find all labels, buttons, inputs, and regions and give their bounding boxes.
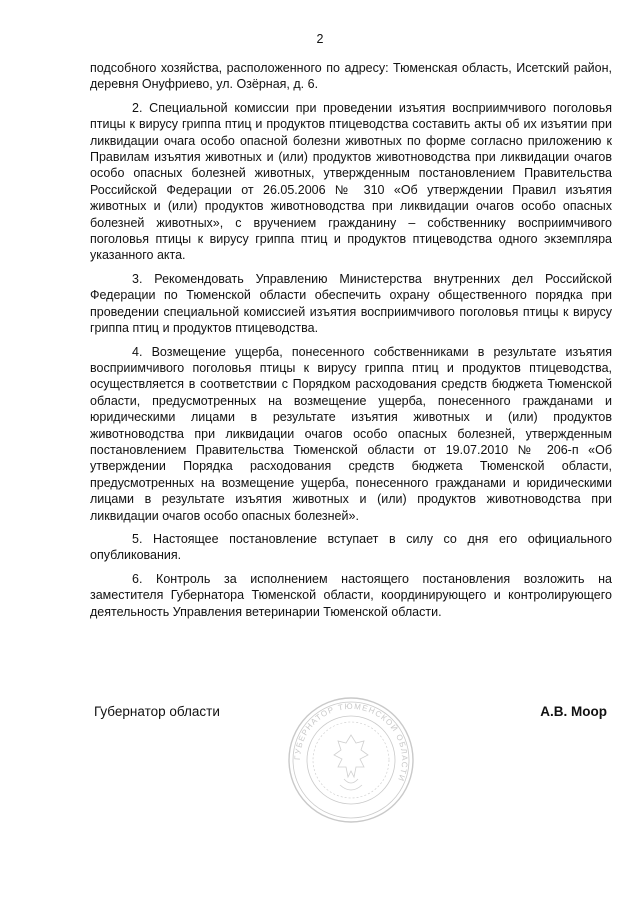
official-seal [286, 695, 416, 825]
paragraph-item-6: 6. Контроль за исполнением настоящего постановления возложить на заместителя Губернатора Тюменской области, координирующего и контролирующего деятельность Управления ветеринарии Тюменской области. [90, 571, 612, 619]
document-body [90, 60, 612, 627]
signatory-title: Губернатор области [94, 704, 220, 719]
paragraph-item-4: 4. Возмещение ущерба, понесенного собственниками в результате изъятия восприимчивого поголовья птицы к вирусу гриппа птиц и продуктов птицеводства, осуществляется в соответствии с Порядком расходования средств бюджета Тюменской области, предусмотренных на возмещение ущерба, понесенного гражданами и юридическими лицами в результате изъятия животных и (или) продуктов животноводства при ликвидации очагов особо опасных болезней, утвержденным постановлением Правительства Тюменской области от 19.07.2010 № 206-п «Об утверждении Порядка расходования средств бюджета Тюменской области, предусмотренных на возмещение ущерба, понесенного гражданами и юридическими лицами в результате изъятия животных и (или) продуктов животноводства при ликвидации очагов особо опасных болезней». [90, 344, 612, 523]
paragraph-item-2: 2. Специальной комиссии при проведении изъятия восприимчивого поголовья птицы к вирусу гриппа птиц и продуктов птицеводства составить акты об их изъятии при ликвидации очага особо опасной болезни животных по форме согласно приложению к Правилам изъятия животных и (или) продуктов животноводства при ликвидации очагов особо опасных болезней животных, утвержденным постановлением Правительства Российской Федерации от 26.05.2006 № 310 «Об утверждении Правил изъятия животных и (или) продуктов животноводства при ликвидации очагов особо опасных болезней животных», с вручением гражданину – собственнику восприимчивого поголовья птицы к вирусу гриппа птиц и продуктов птицеводства одного экземпляра указанного акта. [90, 100, 612, 263]
paragraph-item-3: 3. Рекомендовать Управлению Министерства внутренних дел Российской Федерации по Тюменской области обеспечить охрану общественного порядка при проведении специальной комиссией изъятия восприимчивого поголовья птицы к вирусу гриппа птиц и продуктов птицеводства. [90, 271, 612, 336]
seal-ring-text: ГУБЕРНАТОР ТЮМЕНСКОЙ ОБЛАСТИ [292, 701, 410, 784]
signatory-name: А.В. Моор [540, 704, 607, 719]
paragraph-continuation: подсобного хозяйства, расположенного по адресу: Тюменская область, Исетский район, деревня Онуфриево, ул. Озёрная, д. 6. [90, 61, 612, 92]
page-number: 2 [316, 32, 324, 46]
paragraph-item-5: 5. Настоящее постановление вступает в силу со дня его официального опубликования. [90, 531, 612, 563]
